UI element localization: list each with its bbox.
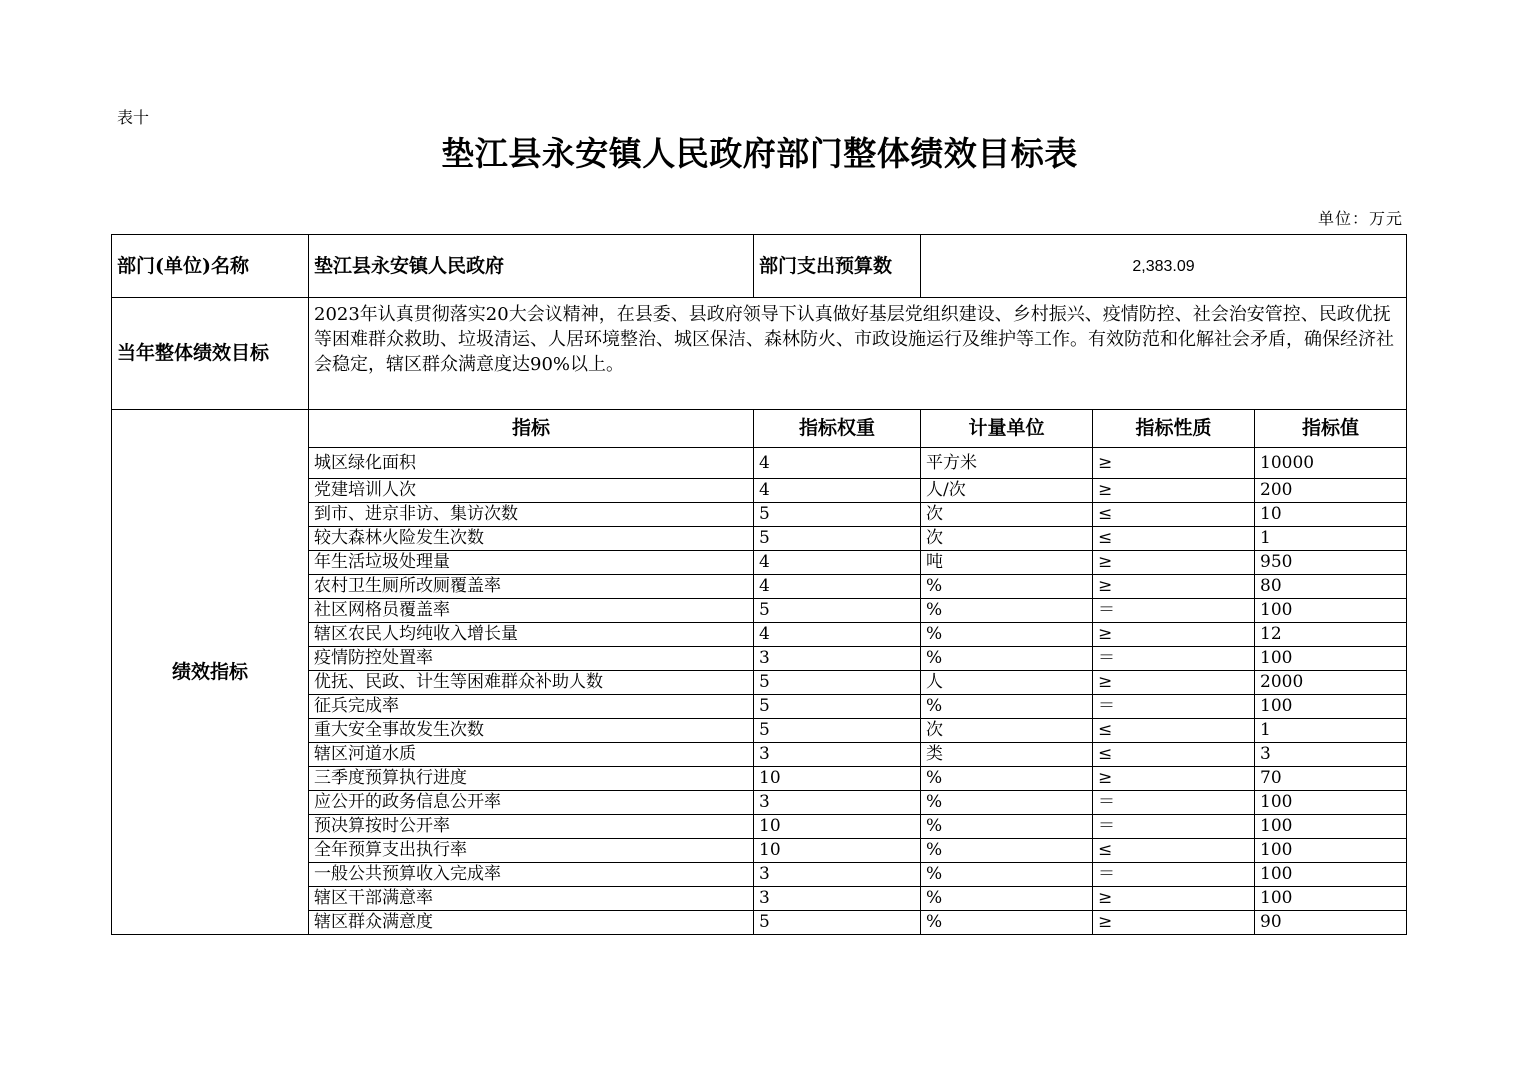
header-unit: 计量单位 [921,410,1093,448]
indicator-value: 100 [1255,791,1407,815]
indicator-nature: ≥ [1093,767,1255,791]
indicator-unit: 人/次 [921,479,1093,503]
indicator-nature: ≥ [1093,911,1255,935]
indicator-name: 辖区河道水质 [309,743,754,767]
unit-label: 单位：万元 [1317,209,1403,228]
indicator-name: 一般公共预算收入完成率 [309,863,754,887]
indicator-nature: ＝ [1093,815,1255,839]
indicator-name: 全年预算支出执行率 [309,839,754,863]
indicator-nature: ＝ [1093,647,1255,671]
indicator-name: 疫情防控处置率 [309,647,754,671]
indicator-name: 社区网格员覆盖率 [309,599,754,623]
indicator-weight: 5 [754,719,921,743]
indicator-value: 3 [1255,743,1407,767]
indicator-weight: 3 [754,743,921,767]
indicator-weight: 5 [754,527,921,551]
indicator-name: 优抚、民政、计生等困难群众补助人数 [309,671,754,695]
indicator-value: 12 [1255,623,1407,647]
indicator-name: 党建培训人次 [309,479,754,503]
budget-label: 部门支出预算数 [754,235,921,298]
indicator-value: 100 [1255,695,1407,719]
indicator-value: 100 [1255,887,1407,911]
indicator-value: 80 [1255,575,1407,599]
indicator-nature: ≥ [1093,671,1255,695]
indicator-value: 90 [1255,911,1407,935]
indicator-name: 预决算按时公开率 [309,815,754,839]
indicator-weight: 4 [754,623,921,647]
indicator-nature: ＝ [1093,863,1255,887]
indicator-nature: ≥ [1093,479,1255,503]
performance-table [111,234,1407,935]
perf-indicator-label: 绩效指标 [112,410,309,935]
indicator-nature: ≤ [1093,527,1255,551]
indicator-unit: % [921,767,1093,791]
indicator-weight: 4 [754,575,921,599]
indicator-unit: % [921,887,1093,911]
indicator-value: 2000 [1255,671,1407,695]
indicator-weight: 3 [754,863,921,887]
table-number: 表十 [117,108,150,127]
indicator-nature: ＝ [1093,791,1255,815]
indicator-unit: % [921,695,1093,719]
indicator-unit: 平方米 [921,448,1093,479]
indicator-value: 1 [1255,719,1407,743]
indicator-value: 70 [1255,767,1407,791]
indicator-weight: 5 [754,695,921,719]
indicator-unit: % [921,623,1093,647]
header-value: 指标值 [1255,410,1407,448]
indicator-unit: % [921,575,1093,599]
indicator-weight: 5 [754,671,921,695]
indicator-unit: % [921,791,1093,815]
indicator-unit: 吨 [921,551,1093,575]
indicator-name: 城区绿化面积 [309,448,754,479]
indicator-value: 100 [1255,647,1407,671]
indicator-value: 950 [1255,551,1407,575]
goal-label: 当年整体绩效目标 [112,298,309,410]
header-indicator: 指标 [309,410,754,448]
indicator-weight: 5 [754,503,921,527]
indicator-name: 较大森林火险发生次数 [309,527,754,551]
indicator-unit: % [921,599,1093,623]
indicator-name: 年生活垃圾处理量 [309,551,754,575]
indicator-value: 1 [1255,527,1407,551]
indicator-value: 200 [1255,479,1407,503]
indicator-unit: % [921,863,1093,887]
indicator-nature: ≥ [1093,575,1255,599]
dept-name-value: 垫江县永安镇人民政府 [309,235,754,298]
indicator-name: 重大安全事故发生次数 [309,719,754,743]
indicator-unit: 次 [921,503,1093,527]
indicator-unit: % [921,815,1093,839]
indicator-unit: % [921,647,1093,671]
dept-name-label: 部门(单位)名称 [112,235,309,298]
goal-text: 2023年认真贯彻落实20大会议精神，在县委、县政府领导下认真做好基层党组织建设、乡村振兴、疫情防控、社会治安管控、民政优抚等困难群众救助、垃圾清运、人居环境整治、城区保洁、森林防火、市政设施运行及维护等工作。有效防范和化解社会矛盾，确保经济社会稳定，辖区群众满意度达90%以上。 [309,298,1407,410]
indicator-weight: 5 [754,911,921,935]
indicator-nature: ≥ [1093,887,1255,911]
indicator-nature: ≤ [1093,503,1255,527]
indicator-name: 征兵完成率 [309,695,754,719]
indicator-name: 辖区干部满意率 [309,887,754,911]
indicator-name: 农村卫生厕所改厕覆盖率 [309,575,754,599]
indicator-unit: 类 [921,743,1093,767]
indicator-value: 100 [1255,599,1407,623]
indicator-unit: % [921,911,1093,935]
indicator-weight: 10 [754,767,921,791]
indicator-weight: 3 [754,791,921,815]
indicator-weight: 10 [754,815,921,839]
indicator-nature: ＝ [1093,599,1255,623]
indicator-name: 到市、进京非访、集访次数 [309,503,754,527]
page-title: 垫江县永安镇人民政府部门整体绩效目标表 [441,134,1078,173]
indicator-unit: 次 [921,527,1093,551]
indicator-nature: ≥ [1093,551,1255,575]
indicator-unit: % [921,839,1093,863]
indicator-name: 应公开的政务信息公开率 [309,791,754,815]
indicator-nature: ≤ [1093,719,1255,743]
header-weight: 指标权重 [754,410,921,448]
indicator-value: 100 [1255,863,1407,887]
indicator-unit: 人 [921,671,1093,695]
indicator-weight: 3 [754,647,921,671]
indicator-value: 100 [1255,815,1407,839]
indicator-weight: 4 [754,479,921,503]
indicator-nature: ≤ [1093,743,1255,767]
indicator-weight: 4 [754,551,921,575]
indicator-nature: ≥ [1093,448,1255,479]
indicator-weight: 3 [754,887,921,911]
indicator-weight: 10 [754,839,921,863]
indicator-value: 10 [1255,503,1407,527]
indicator-name: 辖区群众满意度 [309,911,754,935]
indicator-nature: ≥ [1093,623,1255,647]
indicator-weight: 5 [754,599,921,623]
indicator-value: 100 [1255,839,1407,863]
indicator-unit: 次 [921,719,1093,743]
indicator-nature: ＝ [1093,695,1255,719]
budget-value: 2,383.09 [921,235,1407,298]
indicator-name: 辖区农民人均纯收入增长量 [309,623,754,647]
indicator-name: 三季度预算执行进度 [309,767,754,791]
indicator-weight: 4 [754,448,921,479]
header-nature: 指标性质 [1093,410,1255,448]
indicator-value: 10000 [1255,448,1407,479]
indicator-nature: ≤ [1093,839,1255,863]
